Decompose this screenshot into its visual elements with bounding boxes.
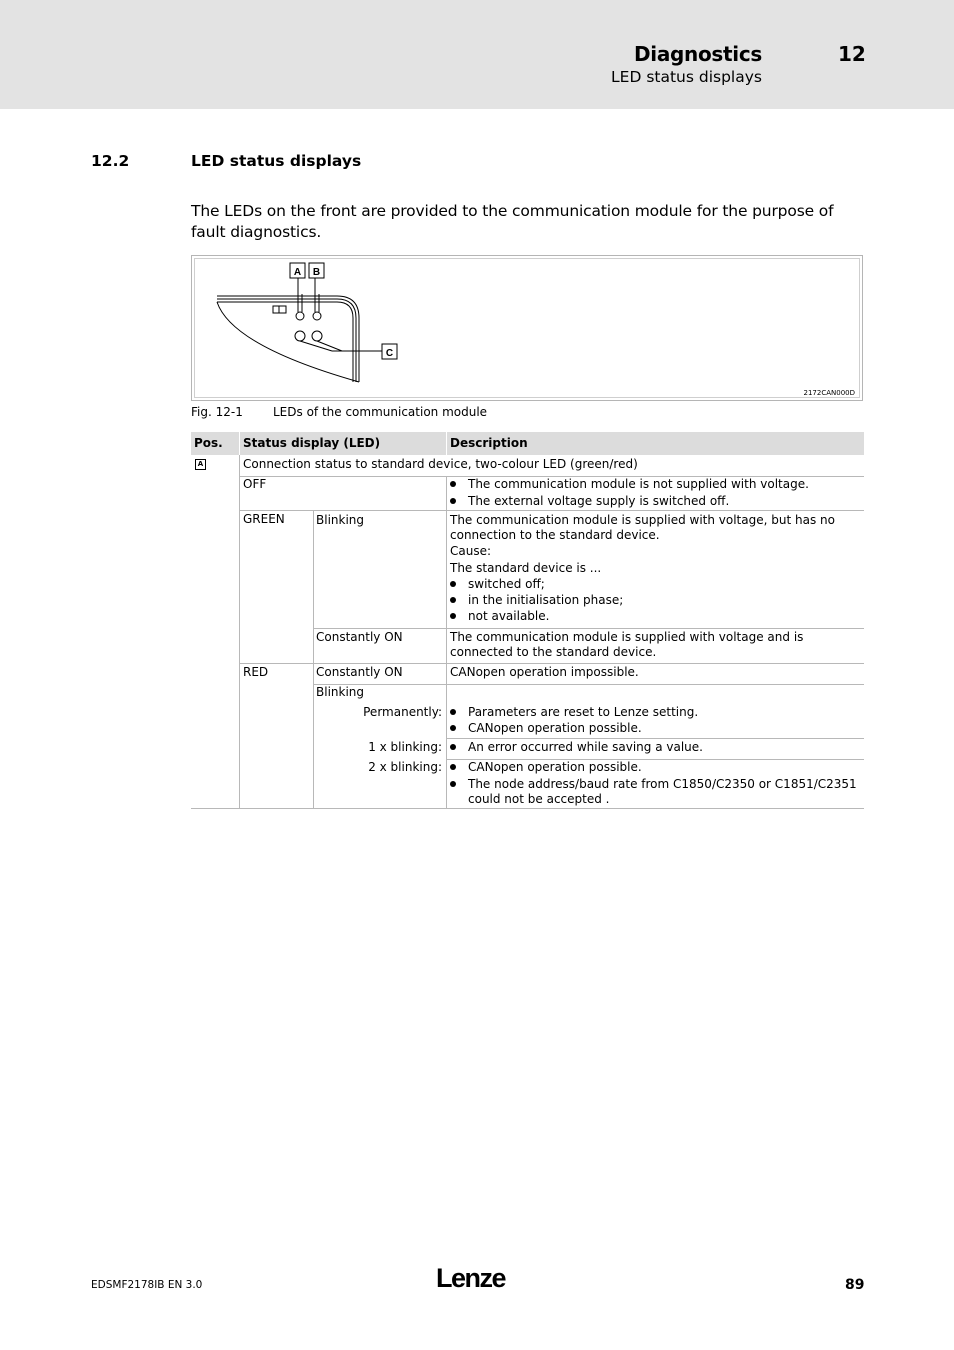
label-b: B xyxy=(312,267,321,278)
section-number: 12.2 xyxy=(91,152,130,170)
group-description: Connection status to standard device, two-colour LED (green/red) xyxy=(243,457,638,471)
red-blinking-label: Blinking xyxy=(316,685,365,699)
section-title: LED status displays xyxy=(191,152,362,170)
red-constant-label: Constantly ON xyxy=(316,665,403,679)
chapter-title: Diagnostics xyxy=(633,42,762,66)
desc-line: connected to the standard device. xyxy=(450,645,657,659)
permanently-label: Permanently: xyxy=(363,705,442,719)
lenze-logo: Lenze xyxy=(436,1263,506,1293)
intro-paragraph: The LEDs on the front are provided to the communication module for the purpose of fault diagnostics. xyxy=(191,202,834,241)
chapter-subtitle: LED status displays xyxy=(611,68,762,86)
desc-line: The communication module is supplied with voltage and is xyxy=(450,630,804,644)
label-a: A xyxy=(293,267,302,278)
label-c: C xyxy=(385,348,394,359)
header-status: Status display (LED) xyxy=(243,436,381,450)
figure-code: 2172CAN000D xyxy=(803,389,855,397)
two-blink-label: 2 x blinking: xyxy=(368,760,442,774)
status-red: RED xyxy=(243,665,269,679)
desc-line: The communication module is supplied with voltage, but has no xyxy=(450,513,835,527)
red-constant-desc: CANopen operation impossible. xyxy=(450,665,639,679)
green-blinking-label: Blinking xyxy=(316,513,365,527)
header-pos: Pos. xyxy=(194,436,223,450)
led-module-drawing xyxy=(192,256,864,402)
desc-line: The standard device is ... xyxy=(450,561,602,575)
status-off: OFF xyxy=(243,477,267,491)
desc-line: could not be accepted . xyxy=(468,792,610,806)
figure-caption-text: LEDs of the communication module xyxy=(273,405,488,419)
status-green: GREEN xyxy=(243,512,285,526)
page-number: 89 xyxy=(845,1277,865,1293)
pos-marker-a: A xyxy=(195,459,206,470)
table-header xyxy=(191,432,864,455)
desc-line: connection to the standard device. xyxy=(450,528,660,542)
figure-caption-number: Fig. 12-1 xyxy=(191,405,243,419)
page-header xyxy=(0,0,954,109)
green-constant-label: Constantly ON xyxy=(316,630,403,644)
desc-line: Cause: xyxy=(450,544,492,558)
header-description: Description xyxy=(450,436,528,450)
one-blink-label: 1 x blinking: xyxy=(368,740,442,754)
figure-box xyxy=(191,255,863,401)
document-id: EDSMF2178IB EN 3.0 xyxy=(91,1279,203,1291)
chapter-number: 12 xyxy=(838,42,866,66)
